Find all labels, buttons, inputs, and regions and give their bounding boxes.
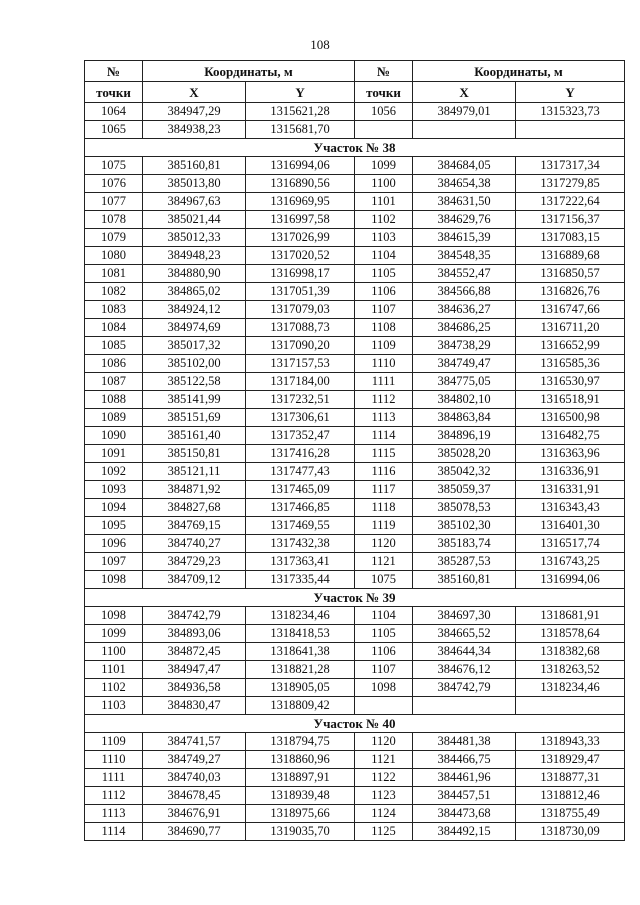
y-coordinate-cell: 1318263,52 — [516, 661, 625, 679]
point-number-cell: 1083 — [85, 301, 143, 319]
y-column-header: Y — [516, 82, 625, 103]
point-number-cell: 1113 — [355, 409, 413, 427]
table-row — [85, 517, 625, 535]
point-number-cell: 1124 — [355, 805, 413, 823]
table-row — [85, 337, 625, 355]
y-coordinate-cell: 1315323,73 — [516, 103, 625, 121]
point-number-cell: 1085 — [85, 337, 143, 355]
table-row — [85, 571, 625, 589]
point-number-cell: 1112 — [85, 787, 143, 805]
x-coordinate-cell: 384947,47 — [143, 661, 246, 679]
x-coordinate-cell: 384749,27 — [143, 751, 246, 769]
point-number-cell: 1117 — [355, 481, 413, 499]
x-coordinate-cell: 385141,99 — [143, 391, 246, 409]
x-coordinate-cell: 384741,57 — [143, 733, 246, 751]
x-coordinate-cell: 385028,20 — [413, 445, 516, 463]
point-number-cell: 1075 — [85, 157, 143, 175]
table-body — [85, 103, 625, 841]
table-row — [85, 499, 625, 517]
table-row — [85, 247, 625, 265]
point-number-cell: 1119 — [355, 517, 413, 535]
y-coordinate-cell: 1318943,33 — [516, 733, 625, 751]
y-coordinate-cell: 1317079,03 — [246, 301, 355, 319]
table-row — [85, 553, 625, 571]
x-coordinate-cell: 385150,81 — [143, 445, 246, 463]
x-coordinate-cell: 384566,88 — [413, 283, 516, 301]
point-number-cell: 1106 — [355, 643, 413, 661]
point-number-cell: 1080 — [85, 247, 143, 265]
table-row — [85, 319, 625, 337]
y-coordinate-cell: 1316969,95 — [246, 193, 355, 211]
point-number-cell: 1077 — [85, 193, 143, 211]
y-coordinate-cell: 1316998,17 — [246, 265, 355, 283]
point-number-cell: 1102 — [355, 211, 413, 229]
point-number-cell: 1098 — [355, 679, 413, 697]
x-coordinate-cell: 384665,52 — [413, 625, 516, 643]
y-coordinate-cell: 1318905,05 — [246, 679, 355, 697]
y-coordinate-cell: 1317317,34 — [516, 157, 625, 175]
point-number-cell: 1088 — [85, 391, 143, 409]
y-coordinate-cell: 1317083,15 — [516, 229, 625, 247]
x-coordinate-cell: 384709,12 — [143, 571, 246, 589]
table-subheader-row — [85, 82, 625, 103]
coordinates-header: Координаты, м — [413, 61, 625, 82]
x-coordinate-cell — [413, 697, 516, 715]
table-header-row — [85, 61, 625, 82]
point-number-cell: 1111 — [355, 373, 413, 391]
point-number-cell: 1086 — [85, 355, 143, 373]
section-row — [85, 139, 625, 157]
x-coordinate-cell: 384979,01 — [413, 103, 516, 121]
x-coordinate-cell: 384863,84 — [413, 409, 516, 427]
x-coordinate-cell: 384629,76 — [413, 211, 516, 229]
table-row — [85, 283, 625, 301]
point-number-cell — [355, 121, 413, 139]
y-coordinate-cell — [516, 697, 625, 715]
y-coordinate-cell: 1317335,44 — [246, 571, 355, 589]
table-row — [85, 607, 625, 625]
x-coordinate-cell: 385161,40 — [143, 427, 246, 445]
table-row — [85, 121, 625, 139]
y-coordinate-cell: 1318382,68 — [516, 643, 625, 661]
point-number-header: № — [85, 61, 143, 82]
y-coordinate-cell: 1316585,36 — [516, 355, 625, 373]
y-coordinate-cell: 1316889,68 — [516, 247, 625, 265]
y-coordinate-cell: 1317157,53 — [246, 355, 355, 373]
point-number-cell: 1076 — [85, 175, 143, 193]
x-coordinate-cell: 385102,00 — [143, 355, 246, 373]
point-number-cell: 1112 — [355, 391, 413, 409]
x-coordinate-cell: 385151,69 — [143, 409, 246, 427]
point-number-cell: 1114 — [355, 427, 413, 445]
x-coordinate-cell: 384729,23 — [143, 553, 246, 571]
y-coordinate-cell: 1317222,64 — [516, 193, 625, 211]
y-coordinate-cell: 1316711,20 — [516, 319, 625, 337]
x-coordinate-cell: 385042,32 — [413, 463, 516, 481]
x-coordinate-cell: 384676,91 — [143, 805, 246, 823]
table-row — [85, 805, 625, 823]
x-coordinate-cell: 384924,12 — [143, 301, 246, 319]
y-coordinate-cell: 1316997,58 — [246, 211, 355, 229]
y-coordinate-cell: 1317156,37 — [516, 211, 625, 229]
y-coordinate-cell: 1317051,39 — [246, 283, 355, 301]
point-number-cell: 1111 — [85, 769, 143, 787]
x-coordinate-cell: 384827,68 — [143, 499, 246, 517]
point-number-cell: 1104 — [355, 247, 413, 265]
y-coordinate-cell: 1316517,74 — [516, 535, 625, 553]
table-row — [85, 409, 625, 427]
point-number-cell: 1121 — [355, 751, 413, 769]
point-number-cell: 1087 — [85, 373, 143, 391]
x-coordinate-cell: 385102,30 — [413, 517, 516, 535]
x-coordinate-cell: 384678,45 — [143, 787, 246, 805]
point-number-cell: 1096 — [85, 535, 143, 553]
y-coordinate-cell: 1317465,09 — [246, 481, 355, 499]
table-row — [85, 157, 625, 175]
point-number-cell: 1107 — [355, 661, 413, 679]
point-number-cell: 1089 — [85, 409, 143, 427]
point-subheader: точки — [355, 82, 413, 103]
x-coordinate-cell: 384690,77 — [143, 823, 246, 841]
y-coordinate-cell: 1318975,66 — [246, 805, 355, 823]
x-coordinate-cell: 385122,58 — [143, 373, 246, 391]
x-coordinate-cell: 384974,69 — [143, 319, 246, 337]
point-number-cell: 1099 — [355, 157, 413, 175]
x-coordinate-cell: 384631,50 — [413, 193, 516, 211]
point-number-cell: 1075 — [355, 571, 413, 589]
point-number-cell: 1078 — [85, 211, 143, 229]
y-coordinate-cell: 1316401,30 — [516, 517, 625, 535]
table-row — [85, 535, 625, 553]
y-coordinate-cell: 1317026,99 — [246, 229, 355, 247]
y-coordinate-cell: 1316482,75 — [516, 427, 625, 445]
x-coordinate-cell: 384769,15 — [143, 517, 246, 535]
y-coordinate-cell: 1318578,64 — [516, 625, 625, 643]
y-column-header: Y — [246, 82, 355, 103]
x-coordinate-cell: 384742,79 — [413, 679, 516, 697]
point-subheader: точки — [85, 82, 143, 103]
x-coordinate-cell: 385183,74 — [413, 535, 516, 553]
y-coordinate-cell: 1317352,47 — [246, 427, 355, 445]
point-number-cell: 1082 — [85, 283, 143, 301]
point-number-cell: 1101 — [85, 661, 143, 679]
point-number-cell: 1099 — [85, 625, 143, 643]
y-coordinate-cell: 1318877,31 — [516, 769, 625, 787]
table-row — [85, 445, 625, 463]
point-number-cell: 1103 — [355, 229, 413, 247]
point-number-cell: 1103 — [85, 697, 143, 715]
x-coordinate-cell: 384936,58 — [143, 679, 246, 697]
point-number-cell: 1110 — [355, 355, 413, 373]
x-coordinate-cell: 384552,47 — [413, 265, 516, 283]
point-number-cell: 1109 — [355, 337, 413, 355]
y-coordinate-cell: 1318929,47 — [516, 751, 625, 769]
table-row — [85, 373, 625, 391]
x-coordinate-cell: 384654,38 — [413, 175, 516, 193]
table-row — [85, 301, 625, 319]
x-coordinate-cell: 384775,05 — [413, 373, 516, 391]
x-coordinate-cell: 384461,96 — [413, 769, 516, 787]
point-number-cell: 1091 — [85, 445, 143, 463]
y-coordinate-cell: 1318641,38 — [246, 643, 355, 661]
y-coordinate-cell: 1318794,75 — [246, 733, 355, 751]
x-coordinate-cell: 384948,23 — [143, 247, 246, 265]
point-number-cell: 1093 — [85, 481, 143, 499]
y-coordinate-cell: 1318939,48 — [246, 787, 355, 805]
y-coordinate-cell — [516, 121, 625, 139]
table-row — [85, 229, 625, 247]
table-row — [85, 823, 625, 841]
x-coordinate-cell: 384686,25 — [413, 319, 516, 337]
x-coordinate-cell: 384740,27 — [143, 535, 246, 553]
table-row — [85, 679, 625, 697]
point-number-cell: 1098 — [85, 607, 143, 625]
x-coordinate-cell: 384481,38 — [413, 733, 516, 751]
x-coordinate-cell — [413, 121, 516, 139]
y-coordinate-cell: 1317469,55 — [246, 517, 355, 535]
x-coordinate-cell: 384740,03 — [143, 769, 246, 787]
table-row — [85, 481, 625, 499]
x-coordinate-cell: 384676,12 — [413, 661, 516, 679]
x-column-header: X — [143, 82, 246, 103]
table-row — [85, 391, 625, 409]
y-coordinate-cell: 1316890,56 — [246, 175, 355, 193]
point-number-cell: 1121 — [355, 553, 413, 571]
table-row — [85, 787, 625, 805]
point-number-cell: 1102 — [85, 679, 143, 697]
section-title: Участок № 40 — [85, 715, 625, 733]
table-row — [85, 193, 625, 211]
point-number-cell: 1120 — [355, 733, 413, 751]
point-number-cell: 1092 — [85, 463, 143, 481]
y-coordinate-cell: 1317306,61 — [246, 409, 355, 427]
x-column-header: X — [413, 82, 516, 103]
y-coordinate-cell: 1317416,28 — [246, 445, 355, 463]
x-coordinate-cell: 384742,79 — [143, 607, 246, 625]
point-number-cell: 1106 — [355, 283, 413, 301]
x-coordinate-cell: 384684,05 — [413, 157, 516, 175]
y-coordinate-cell: 1317020,52 — [246, 247, 355, 265]
point-number-cell: 1114 — [85, 823, 143, 841]
y-coordinate-cell: 1315681,70 — [246, 121, 355, 139]
x-coordinate-cell: 384802,10 — [413, 391, 516, 409]
x-coordinate-cell: 384872,45 — [143, 643, 246, 661]
section-title: Участок № 39 — [85, 589, 625, 607]
point-number-cell: 1104 — [355, 607, 413, 625]
y-coordinate-cell: 1318681,91 — [516, 607, 625, 625]
y-coordinate-cell: 1317232,51 — [246, 391, 355, 409]
x-coordinate-cell: 384636,27 — [413, 301, 516, 319]
x-coordinate-cell: 385013,80 — [143, 175, 246, 193]
y-coordinate-cell: 1316331,91 — [516, 481, 625, 499]
y-coordinate-cell: 1317466,85 — [246, 499, 355, 517]
x-coordinate-cell: 384457,51 — [413, 787, 516, 805]
table-row — [85, 211, 625, 229]
x-coordinate-cell: 384896,19 — [413, 427, 516, 445]
y-coordinate-cell: 1318755,49 — [516, 805, 625, 823]
x-coordinate-cell: 385121,11 — [143, 463, 246, 481]
point-number-cell: 1084 — [85, 319, 143, 337]
y-coordinate-cell: 1318730,09 — [516, 823, 625, 841]
y-coordinate-cell: 1318234,46 — [516, 679, 625, 697]
point-number-cell: 1116 — [355, 463, 413, 481]
y-coordinate-cell: 1318809,42 — [246, 697, 355, 715]
point-number-cell: 1094 — [85, 499, 143, 517]
point-number-cell: 1120 — [355, 535, 413, 553]
point-number-cell: 1125 — [355, 823, 413, 841]
point-number-cell: 1079 — [85, 229, 143, 247]
x-coordinate-cell: 384871,92 — [143, 481, 246, 499]
x-coordinate-cell: 384947,29 — [143, 103, 246, 121]
y-coordinate-cell: 1316747,66 — [516, 301, 625, 319]
section-title: Участок № 38 — [85, 139, 625, 157]
x-coordinate-cell: 384865,02 — [143, 283, 246, 301]
y-coordinate-cell: 1317184,00 — [246, 373, 355, 391]
x-coordinate-cell: 385160,81 — [413, 571, 516, 589]
point-number-cell: 1118 — [355, 499, 413, 517]
point-number-cell: 1100 — [355, 175, 413, 193]
y-coordinate-cell: 1316530,97 — [516, 373, 625, 391]
y-coordinate-cell: 1316500,98 — [516, 409, 625, 427]
x-coordinate-cell: 385160,81 — [143, 157, 246, 175]
y-coordinate-cell: 1316652,99 — [516, 337, 625, 355]
point-number-cell: 1122 — [355, 769, 413, 787]
y-coordinate-cell: 1317432,38 — [246, 535, 355, 553]
y-coordinate-cell: 1318812,46 — [516, 787, 625, 805]
x-coordinate-cell: 385287,53 — [413, 553, 516, 571]
y-coordinate-cell: 1316994,06 — [246, 157, 355, 175]
table-row — [85, 661, 625, 679]
x-coordinate-cell: 384492,15 — [413, 823, 516, 841]
point-number-cell: 1095 — [85, 517, 143, 535]
x-coordinate-cell: 384644,34 — [413, 643, 516, 661]
table-row — [85, 625, 625, 643]
y-coordinate-cell: 1316363,96 — [516, 445, 625, 463]
y-coordinate-cell: 1316336,91 — [516, 463, 625, 481]
table-row — [85, 175, 625, 193]
x-coordinate-cell: 385021,44 — [143, 211, 246, 229]
y-coordinate-cell: 1318234,46 — [246, 607, 355, 625]
y-coordinate-cell: 1318418,53 — [246, 625, 355, 643]
point-number-cell: 1101 — [355, 193, 413, 211]
table-row — [85, 751, 625, 769]
point-number-cell: 1064 — [85, 103, 143, 121]
table-row — [85, 427, 625, 445]
table-row — [85, 265, 625, 283]
point-number-cell: 1097 — [85, 553, 143, 571]
coordinates-header: Координаты, м — [143, 61, 355, 82]
point-number-cell: 1109 — [85, 733, 143, 751]
y-coordinate-cell: 1317088,73 — [246, 319, 355, 337]
y-coordinate-cell: 1316994,06 — [516, 571, 625, 589]
y-coordinate-cell: 1316743,25 — [516, 553, 625, 571]
table-row — [85, 769, 625, 787]
y-coordinate-cell: 1317477,43 — [246, 463, 355, 481]
point-number-header: № — [355, 61, 413, 82]
point-number-cell: 1107 — [355, 301, 413, 319]
y-coordinate-cell: 1318821,28 — [246, 661, 355, 679]
x-coordinate-cell: 384938,23 — [143, 121, 246, 139]
x-coordinate-cell: 384473,68 — [413, 805, 516, 823]
point-number-cell: 1115 — [355, 445, 413, 463]
y-coordinate-cell: 1317363,41 — [246, 553, 355, 571]
x-coordinate-cell: 385078,53 — [413, 499, 516, 517]
y-coordinate-cell: 1318860,96 — [246, 751, 355, 769]
coordinates-table — [84, 60, 625, 841]
table-row — [85, 355, 625, 373]
y-coordinate-cell: 1316518,91 — [516, 391, 625, 409]
section-row — [85, 715, 625, 733]
x-coordinate-cell: 384893,06 — [143, 625, 246, 643]
x-coordinate-cell: 384615,39 — [413, 229, 516, 247]
point-number-cell: 1100 — [85, 643, 143, 661]
x-coordinate-cell: 384697,30 — [413, 607, 516, 625]
point-number-cell: 1123 — [355, 787, 413, 805]
point-number-cell: 1098 — [85, 571, 143, 589]
y-coordinate-cell: 1316343,43 — [516, 499, 625, 517]
x-coordinate-cell: 384749,47 — [413, 355, 516, 373]
x-coordinate-cell: 384466,75 — [413, 751, 516, 769]
x-coordinate-cell: 384738,29 — [413, 337, 516, 355]
y-coordinate-cell: 1319035,70 — [246, 823, 355, 841]
y-coordinate-cell: 1317279,85 — [516, 175, 625, 193]
x-coordinate-cell: 384830,47 — [143, 697, 246, 715]
table-row — [85, 733, 625, 751]
table-row — [85, 463, 625, 481]
y-coordinate-cell: 1316826,76 — [516, 283, 625, 301]
point-number-cell: 1113 — [85, 805, 143, 823]
point-number-cell: 1105 — [355, 625, 413, 643]
table-row — [85, 697, 625, 715]
x-coordinate-cell: 384548,35 — [413, 247, 516, 265]
point-number-cell: 1108 — [355, 319, 413, 337]
x-coordinate-cell: 385012,33 — [143, 229, 246, 247]
page-number: 108 — [310, 37, 330, 52]
x-coordinate-cell: 384880,90 — [143, 265, 246, 283]
y-coordinate-cell: 1315621,28 — [246, 103, 355, 121]
point-number-cell: 1056 — [355, 103, 413, 121]
table-row — [85, 103, 625, 121]
x-coordinate-cell: 385017,32 — [143, 337, 246, 355]
x-coordinate-cell: 384967,63 — [143, 193, 246, 211]
point-number-cell: 1105 — [355, 265, 413, 283]
y-coordinate-cell: 1318897,91 — [246, 769, 355, 787]
table-row — [85, 643, 625, 661]
section-row — [85, 589, 625, 607]
point-number-cell: 1110 — [85, 751, 143, 769]
point-number-cell: 1090 — [85, 427, 143, 445]
point-number-cell: 1081 — [85, 265, 143, 283]
y-coordinate-cell: 1317090,20 — [246, 337, 355, 355]
point-number-cell — [355, 697, 413, 715]
point-number-cell: 1065 — [85, 121, 143, 139]
x-coordinate-cell: 385059,37 — [413, 481, 516, 499]
y-coordinate-cell: 1316850,57 — [516, 265, 625, 283]
